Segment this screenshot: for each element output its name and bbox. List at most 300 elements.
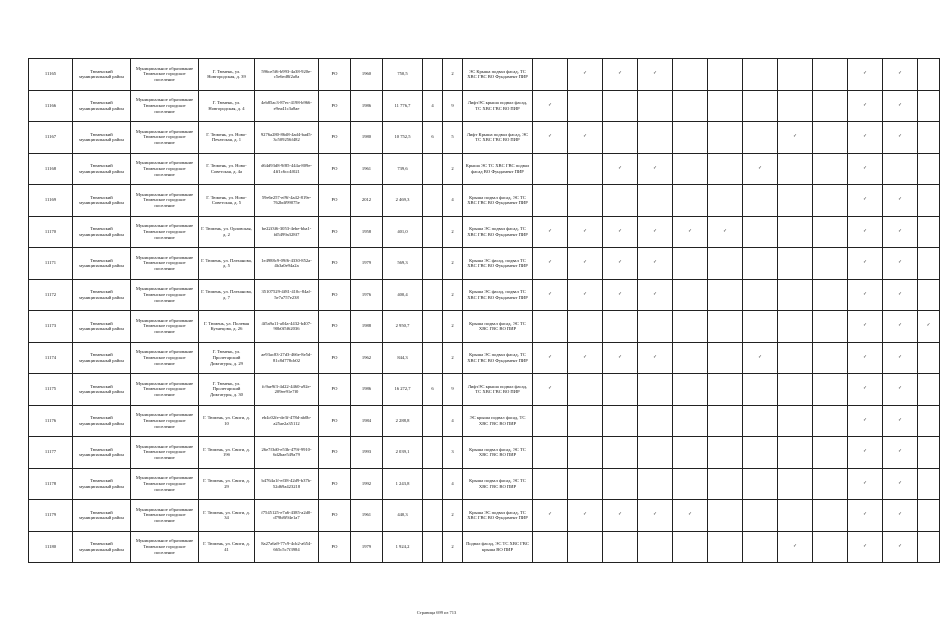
guid-cell: fc9ae9f3-4d22-4460-a92e-209ee91e7f0: [255, 374, 319, 406]
district-cell: Тюменский муниципальный район: [73, 500, 131, 532]
works-list-cell: Крыша подвал фасад, ЭС ТС ХВС ГВС ВО ПИР: [463, 311, 533, 343]
checkmark-icon: ✓: [863, 386, 867, 392]
area-cell: 11 776,7: [383, 90, 423, 122]
year-cell: 1960: [351, 59, 383, 91]
work-column-6-cell: [708, 153, 743, 185]
record-id-cell: 11170: [29, 216, 73, 248]
checkmark-icon: ✓: [583, 291, 587, 297]
work-column-8-cell: [778, 405, 813, 437]
checkmark-icon: ✓: [583, 260, 587, 266]
checkmark-icon: ✓: [548, 260, 552, 266]
work-column-6-cell: [708, 216, 743, 248]
work-column-1-cell: [533, 216, 568, 248]
work-column-2-cell: [568, 185, 603, 217]
municipality-cell: Муниципальное образование Тюменское городское поселение: [131, 468, 199, 500]
municipality-cell: Муниципальное образование Тюменское городское поселение: [131, 342, 199, 374]
year-cell: 1988: [351, 311, 383, 343]
table-row: [29, 90, 940, 122]
work-column-11-cell: [883, 437, 918, 469]
work-column-11-cell: [883, 405, 918, 437]
work-column-9-cell: [813, 248, 848, 280]
work-column-3-cell: [603, 185, 638, 217]
address-cell: Г. Тюмень, ул. Новгородская, д. 39: [199, 59, 255, 91]
type-cell: РО: [319, 342, 351, 374]
type-cell: РО: [319, 374, 351, 406]
work-column-10-cell: [848, 342, 883, 374]
work-column-2-cell: [568, 531, 603, 563]
checkmark-icon: ✓: [863, 543, 867, 549]
district-cell: Тюменский муниципальный район: [73, 437, 131, 469]
area-cell: 1 924,2: [383, 531, 423, 563]
address-cell: Г. Тюмень, ул. Плеханова, д. 5: [199, 248, 255, 280]
table-row: [29, 122, 940, 154]
count-cell: 2: [443, 59, 463, 91]
work-column-1-cell: [533, 90, 568, 122]
record-id-cell: 11168: [29, 153, 73, 185]
work-column-3-cell: [603, 216, 638, 248]
year-cell: 1979: [351, 248, 383, 280]
checkmark-icon: ✓: [863, 134, 867, 140]
work-column-6-cell: [708, 531, 743, 563]
district-cell: Тюменский муниципальный район: [73, 153, 131, 185]
works-list-cell: ЭС крыша подвал фасад, ТС ХВС ГВС ВО ПИР: [463, 405, 533, 437]
checkmark-icon: ✓: [653, 512, 657, 518]
work-column-3-cell: [603, 311, 638, 343]
work-column-12-cell: [918, 311, 940, 343]
checkmark-icon: ✓: [863, 323, 867, 329]
works-list-cell: Крыша ЭС подвал фасад, ТС ХВС ГВС ВО Фундамент ПИР: [463, 342, 533, 374]
checkmark-icon: ✓: [653, 354, 657, 360]
work-column-7-cell: [743, 531, 778, 563]
work-column-12-cell: [918, 185, 940, 217]
works-list-cell: Крыша ЭС подвал фасад, ТС ХВС ГВС ВО Фундамент ПИР: [463, 500, 533, 532]
work-column-12-cell: [918, 468, 940, 500]
table-row: [29, 374, 940, 406]
work-column-12-cell: [918, 405, 940, 437]
checkmark-icon: ✓: [653, 291, 657, 297]
guid-cell: 59e6e257-ef9f-4a42-819e-762bdf99075e: [255, 185, 319, 217]
table-row: [29, 153, 940, 185]
address-cell: Г. Тюмень, ул. Свиги, д. 10: [199, 405, 255, 437]
work-column-1-cell: [533, 59, 568, 91]
work-column-11-cell: [883, 531, 918, 563]
count-cell: [423, 437, 443, 469]
area-cell: 750,5: [383, 59, 423, 91]
count-cell: [423, 500, 443, 532]
record-id-cell: 11169: [29, 185, 73, 217]
checkmark-icon: ✓: [793, 134, 797, 140]
checkmark-icon: ✓: [898, 197, 902, 203]
table-row: [29, 405, 940, 437]
work-column-7-cell: [743, 122, 778, 154]
work-column-9-cell: [813, 531, 848, 563]
guid-cell: f7545125-e7a6-4385-a2d0-d79b8f94e1a7: [255, 500, 319, 532]
year-cell: 1986: [351, 374, 383, 406]
work-column-3-cell: [603, 90, 638, 122]
work-column-9-cell: [813, 216, 848, 248]
address-cell: Г. Тюмень, ул. Пролетарский Диктатуры, д. 29: [199, 342, 255, 374]
count-cell: 2: [443, 500, 463, 532]
count-cell: [423, 248, 443, 280]
checkmark-icon: ✓: [863, 260, 867, 266]
work-column-12-cell: [918, 374, 940, 406]
area-cell: 16 272,7: [383, 374, 423, 406]
work-column-11-cell: [883, 468, 918, 500]
district-cell: Тюменский муниципальный район: [73, 122, 131, 154]
area-cell: 2 288,8: [383, 405, 423, 437]
work-column-12-cell: [918, 122, 940, 154]
count-cell: 4: [423, 90, 443, 122]
record-id-cell: 11173: [29, 311, 73, 343]
district-cell: Тюменский муниципальный район: [73, 90, 131, 122]
district-cell: Тюменский муниципальный район: [73, 185, 131, 217]
work-column-4-cell: [638, 122, 673, 154]
checkmark-icon: ✓: [793, 543, 797, 549]
register-rows: [29, 59, 940, 563]
work-column-5-cell: [673, 374, 708, 406]
work-column-8-cell: [778, 153, 813, 185]
count-cell: [423, 531, 443, 563]
work-column-10-cell: [848, 122, 883, 154]
address-cell: Г. Тюмень, ул. Свиги, д. 29: [199, 468, 255, 500]
table-row: [29, 279, 940, 311]
record-id-cell: 11180: [29, 531, 73, 563]
checkmark-icon: ✓: [583, 134, 587, 140]
work-column-11-cell: [883, 500, 918, 532]
year-cell: 1984: [351, 405, 383, 437]
work-column-4-cell: [638, 500, 673, 532]
count-cell: 4: [443, 405, 463, 437]
work-column-7-cell: [743, 248, 778, 280]
work-column-6-cell: [708, 59, 743, 91]
work-column-11-cell: [883, 59, 918, 91]
work-column-4-cell: [638, 405, 673, 437]
work-column-7-cell: [743, 216, 778, 248]
checkmark-icon: ✓: [898, 417, 902, 423]
record-id-cell: 11165: [29, 59, 73, 91]
work-column-6-cell: [708, 468, 743, 500]
municipality-cell: Муниципальное образование Тюменское городское поселение: [131, 216, 199, 248]
checkmark-icon: ✓: [863, 417, 867, 423]
checkmark-icon: ✓: [548, 228, 552, 234]
year-cell: 1961: [351, 500, 383, 532]
municipality-cell: Муниципальное образование Тюменское городское поселение: [131, 122, 199, 154]
work-column-5-cell: [673, 279, 708, 311]
work-column-8-cell: [778, 374, 813, 406]
address-cell: Г. Тюмень, ул. Ново-Советская, д. 4а: [199, 153, 255, 185]
table-row: [29, 185, 940, 217]
work-column-2-cell: [568, 437, 603, 469]
count-cell: [423, 216, 443, 248]
work-column-1-cell: [533, 342, 568, 374]
work-column-4-cell: [638, 90, 673, 122]
work-column-10-cell: [848, 185, 883, 217]
year-cell: 1986: [351, 90, 383, 122]
checkmark-icon: ✓: [583, 512, 587, 518]
work-column-11-cell: [883, 248, 918, 280]
works-list-cell: ЛифтЭС крыша подвал фасад, ТС ХВС ГВС ВО ПИР: [463, 374, 533, 406]
type-cell: РО: [319, 216, 351, 248]
checkmark-icon: ✓: [548, 512, 552, 518]
type-cell: РО: [319, 279, 351, 311]
work-column-9-cell: [813, 374, 848, 406]
work-column-3-cell: [603, 405, 638, 437]
year-cell: 1961: [351, 153, 383, 185]
checkmark-icon: ✓: [618, 354, 622, 360]
count-cell: 3: [443, 437, 463, 469]
table-row: [29, 216, 940, 248]
area-cell: 440,3: [383, 500, 423, 532]
year-cell: 1992: [351, 468, 383, 500]
work-column-5-cell: [673, 342, 708, 374]
checkmark-icon: ✓: [863, 102, 867, 108]
count-cell: 4: [443, 185, 463, 217]
works-list-cell: Крыша ЭС подвал фасад, ТС ХВС ГВС ВО Фундамент ПИР: [463, 216, 533, 248]
work-column-9-cell: [813, 311, 848, 343]
checkmark-icon: ✓: [898, 71, 902, 77]
work-column-10-cell: [848, 531, 883, 563]
work-column-8-cell: [778, 437, 813, 469]
guid-cell: d64d93d8-9f85-444a-809e-4ff1c6cc4f021: [255, 153, 319, 185]
work-column-6-cell: [708, 279, 743, 311]
page-number-footer: Страница 699 из 713: [416, 610, 457, 615]
year-cell: 1958: [351, 216, 383, 248]
checkmark-icon: ✓: [548, 102, 552, 108]
area-cell: 10 752,5: [383, 122, 423, 154]
work-column-9-cell: [813, 437, 848, 469]
work-column-4-cell: [638, 311, 673, 343]
table-row: [29, 342, 940, 374]
table-row: [29, 59, 940, 91]
count-cell: [423, 311, 443, 343]
count-cell: [423, 342, 443, 374]
type-cell: РО: [319, 122, 351, 154]
work-column-8-cell: [778, 531, 813, 563]
work-column-9-cell: [813, 185, 848, 217]
works-list-cell: Крыша ЭС ТС ХВС ГВС подвал фасад ВО Фундамент ПИР: [463, 153, 533, 185]
work-column-9-cell: [813, 500, 848, 532]
checkmark-icon: ✓: [898, 323, 902, 329]
work-column-10-cell: [848, 468, 883, 500]
table-row: [29, 311, 940, 343]
work-column-4-cell: [638, 185, 673, 217]
checkmark-icon: ✓: [653, 228, 657, 234]
checkmark-icon: ✓: [618, 512, 622, 518]
area-cell: 739,6: [383, 153, 423, 185]
work-column-12-cell: [918, 59, 940, 91]
checkmark-icon: ✓: [618, 71, 622, 77]
checkmark-icon: ✓: [618, 291, 622, 297]
address-cell: Г. Тюмень, ул. Свиги, д. 19б: [199, 437, 255, 469]
checkmark-icon: ✓: [898, 386, 902, 392]
work-column-1-cell: [533, 153, 568, 185]
table-row: [29, 468, 940, 500]
work-column-9-cell: [813, 122, 848, 154]
work-column-4-cell: [638, 59, 673, 91]
work-column-10-cell: [848, 374, 883, 406]
work-column-10-cell: [848, 311, 883, 343]
work-column-4-cell: [638, 216, 673, 248]
work-column-1-cell: [533, 185, 568, 217]
record-id-cell: 11176: [29, 405, 73, 437]
work-column-2-cell: [568, 279, 603, 311]
year-cell: 1979: [351, 531, 383, 563]
work-column-3-cell: [603, 468, 638, 500]
work-column-4-cell: [638, 468, 673, 500]
count-cell: 6: [423, 122, 443, 154]
work-column-3-cell: [603, 153, 638, 185]
municipality-cell: Муниципальное образование Тюменское городское поселение: [131, 311, 199, 343]
work-column-12-cell: [918, 342, 940, 374]
district-cell: Тюменский муниципальный район: [73, 468, 131, 500]
work-column-9-cell: [813, 59, 848, 91]
work-column-5-cell: [673, 405, 708, 437]
record-id-cell: 11177: [29, 437, 73, 469]
work-column-2-cell: [568, 311, 603, 343]
work-column-6-cell: [708, 248, 743, 280]
area-cell: 1 243,8: [383, 468, 423, 500]
type-cell: РО: [319, 405, 351, 437]
work-column-5-cell: [673, 90, 708, 122]
work-column-2-cell: [568, 153, 603, 185]
work-column-7-cell: [743, 500, 778, 532]
count-cell: [423, 405, 443, 437]
work-column-4-cell: [638, 279, 673, 311]
table-row: [29, 437, 940, 469]
work-column-4-cell: [638, 342, 673, 374]
works-list-cell: Крыша ЭС фасад, подвал ТС ХВС ГВС ВО Фундамент ПИР: [463, 279, 533, 311]
checkmark-icon: ✓: [758, 165, 762, 171]
work-column-2-cell: [568, 405, 603, 437]
work-column-10-cell: [848, 248, 883, 280]
checkmark-icon: ✓: [863, 197, 867, 203]
count-cell: 9: [443, 374, 463, 406]
work-column-5-cell: [673, 59, 708, 91]
count-cell: [423, 279, 443, 311]
guid-cell: 8a27a6a9-77c9-4cb2-a654-665c5c7f3984: [255, 531, 319, 563]
work-column-5-cell: [673, 437, 708, 469]
checkmark-icon: ✓: [863, 354, 867, 360]
district-cell: Тюменский муниципальный район: [73, 374, 131, 406]
work-column-4-cell: [638, 248, 673, 280]
guid-cell: 26e7f3d0-e53b-479f-9910-6d2bae549a79: [255, 437, 319, 469]
work-column-6-cell: [708, 90, 743, 122]
count-cell: 2: [443, 216, 463, 248]
guid-cell: 4eb85ac3-87ec-4198-b966-e9ea41c3a8ae: [255, 90, 319, 122]
work-column-7-cell: [743, 405, 778, 437]
area-cell: 400,4: [383, 279, 423, 311]
work-column-7-cell: [743, 185, 778, 217]
work-column-11-cell: [883, 185, 918, 217]
works-list-cell: ЛифтЭС крыша подвал фасад, ТС ХВС ГВС ВО ПИР: [463, 90, 533, 122]
year-cell: 1993: [351, 437, 383, 469]
checkmark-icon: ✓: [583, 228, 587, 234]
works-list-cell: Крыша подвал фасад, ЭС ТС ХВС ГВС ВО Фундамент ПИР: [463, 185, 533, 217]
year-cell: 1976: [351, 279, 383, 311]
checkmark-icon: ✓: [653, 71, 657, 77]
type-cell: РО: [319, 90, 351, 122]
municipality-cell: Муниципальное образование Тюменское городское поселение: [131, 405, 199, 437]
work-column-8-cell: [778, 342, 813, 374]
work-column-8-cell: [778, 311, 813, 343]
municipality-cell: Муниципальное образование Тюменское городское поселение: [131, 374, 199, 406]
work-column-4-cell: [638, 374, 673, 406]
work-column-8-cell: [778, 59, 813, 91]
checkmark-icon: ✓: [688, 228, 692, 234]
work-column-9-cell: [813, 405, 848, 437]
work-column-3-cell: [603, 122, 638, 154]
checkmark-icon: ✓: [898, 449, 902, 455]
work-column-9-cell: [813, 90, 848, 122]
work-column-10-cell: [848, 500, 883, 532]
work-column-1-cell: [533, 374, 568, 406]
type-cell: РО: [319, 311, 351, 343]
checkmark-icon: ✓: [723, 228, 727, 234]
work-column-6-cell: [708, 500, 743, 532]
address-cell: Г. Тюмень, ул. Ново-Советская, д. 5: [199, 185, 255, 217]
count-cell: 2: [443, 248, 463, 280]
work-column-11-cell: [883, 374, 918, 406]
work-column-12-cell: [918, 248, 940, 280]
work-column-3-cell: [603, 437, 638, 469]
count-cell: 2: [443, 153, 463, 185]
work-column-8-cell: [778, 216, 813, 248]
work-column-2-cell: [568, 216, 603, 248]
work-column-1-cell: [533, 279, 568, 311]
work-column-2-cell: [568, 90, 603, 122]
work-column-9-cell: [813, 153, 848, 185]
district-cell: Тюменский муниципальный район: [73, 248, 131, 280]
municipality-cell: Муниципальное образование Тюменское городское поселение: [131, 531, 199, 563]
checkmark-icon: ✓: [863, 228, 867, 234]
checkmark-icon: ✓: [898, 260, 902, 266]
work-column-8-cell: [778, 468, 813, 500]
type-cell: РО: [319, 468, 351, 500]
work-column-12-cell: [918, 437, 940, 469]
work-column-3-cell: [603, 279, 638, 311]
guid-cell: 1e4988c9-09f6-4330-852a-4b3a0e94a2a: [255, 248, 319, 280]
guid-cell: b4764a1f-ef38-42d9-b37b-52d69a423218: [255, 468, 319, 500]
work-column-1-cell: [533, 122, 568, 154]
work-column-11-cell: [883, 122, 918, 154]
municipality-cell: Муниципальное образование Тюменское городское поселение: [131, 248, 199, 280]
count-cell: 5: [443, 122, 463, 154]
count-cell: 6: [423, 374, 443, 406]
works-list-cell: ЭС Крыша подвал фасад, ТС ХВС ГВС ВО Фундамент ПИР: [463, 59, 533, 91]
district-cell: Тюменский муниципальный район: [73, 342, 131, 374]
work-column-6-cell: [708, 342, 743, 374]
work-column-7-cell: [743, 468, 778, 500]
type-cell: РО: [319, 437, 351, 469]
work-column-5-cell: [673, 311, 708, 343]
count-cell: 2: [443, 531, 463, 563]
work-column-12-cell: [918, 279, 940, 311]
checkmark-icon: ✓: [898, 102, 902, 108]
work-column-7-cell: [743, 374, 778, 406]
work-column-8-cell: [778, 185, 813, 217]
checkmark-icon: ✓: [863, 291, 867, 297]
register-table: [28, 58, 940, 563]
work-column-8-cell: [778, 279, 813, 311]
address-cell: Г. Тюмень, ул. Свиги, д. 41: [199, 531, 255, 563]
work-column-1-cell: [533, 437, 568, 469]
work-column-10-cell: [848, 405, 883, 437]
checkmark-icon: ✓: [688, 512, 692, 518]
work-column-2-cell: [568, 374, 603, 406]
municipality-cell: Муниципальное образование Тюменское городское поселение: [131, 90, 199, 122]
type-cell: РО: [319, 531, 351, 563]
work-column-3-cell: [603, 248, 638, 280]
